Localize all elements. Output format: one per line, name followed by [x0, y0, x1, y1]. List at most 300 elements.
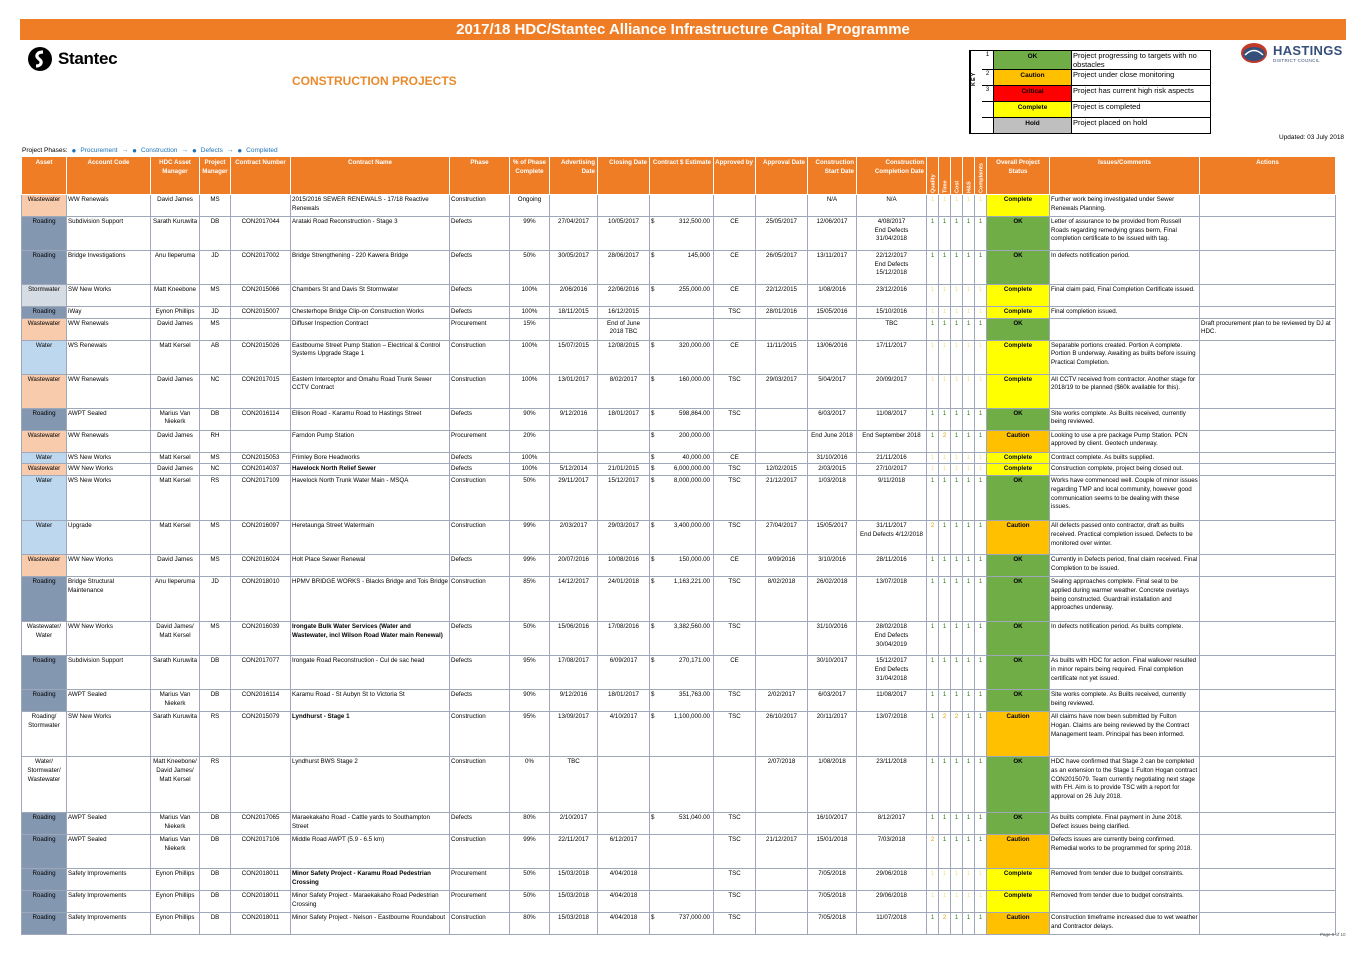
rating-cell: 1 — [963, 340, 975, 374]
status-cell: Complete — [987, 464, 1050, 476]
rating-cell: 1 — [939, 408, 951, 430]
start-date-cell: 15/05/2017 — [808, 521, 857, 555]
rating-cell: 1 — [939, 622, 951, 656]
advertising-date-cell: 14/12/2017 — [550, 577, 598, 622]
actions-cell — [1200, 757, 1336, 813]
percent-complete-cell: 50% — [510, 869, 550, 891]
closing-date-cell: 6/09/2017 — [598, 656, 650, 690]
rating-cell: 1 — [939, 251, 951, 285]
issues-cell: As builts with HDC for action. Final walkover resulted in minor repairs being required. Final completion certificate not yet issued. — [1050, 656, 1200, 690]
closing-date-cell: 4/04/2018 — [598, 891, 650, 913]
table-row — [22, 408, 1336, 430]
approval-date-cell — [756, 195, 808, 217]
approval-date-cell: 25/05/2017 — [756, 217, 808, 251]
completion-date-cell: 21/11/2016 — [857, 452, 927, 464]
rating-cell: 1 — [927, 285, 939, 307]
contract-number-cell: CON2016024 — [231, 555, 291, 577]
key-status: Critical — [994, 86, 1072, 101]
table-row — [22, 622, 1336, 656]
estimate-value: 255,000.00 — [679, 286, 710, 293]
asset-manager-cell: Sarath Kuruwita — [151, 217, 200, 251]
contract-name-cell: Irongate Bulk Water Services (Water and Wastewater, incl Wilson Road Water main Renewal) — [291, 622, 450, 656]
approval-date-cell: 21/12/2017 — [756, 476, 808, 521]
estimate-cell — [650, 813, 714, 835]
account-code-cell: Upgrade — [67, 521, 151, 555]
advertising-date-cell: 15/03/2018 — [550, 891, 598, 913]
currency-symbol: $ — [651, 453, 655, 461]
issues-cell: Removed from tender due to budget constraints. — [1050, 891, 1200, 913]
phase-cell: Construction — [450, 835, 510, 869]
account-code-cell: Subdivision Support — [67, 656, 151, 690]
estimate-value: 150,000.00 — [679, 556, 710, 564]
start-date-cell: 3/10/2016 — [808, 555, 857, 577]
column-header: Phase — [450, 157, 510, 195]
key-row — [982, 51, 1210, 70]
contract-name-cell: Arataki Road Reconstruction - Stage 3 — [291, 217, 450, 251]
estimate-cell — [650, 476, 714, 521]
rating-cell: 1 — [975, 757, 987, 813]
project-manager-cell: DB — [200, 869, 231, 891]
contract-name-cell: Irongate Road Reconstruction - Cul de sac head — [291, 656, 450, 690]
status-cell: Complete — [987, 869, 1050, 891]
rating-cell: 1 — [975, 452, 987, 464]
table-row — [22, 476, 1336, 521]
rating-cell: 1 — [963, 476, 975, 521]
rating-cell: 1 — [951, 251, 963, 285]
rating-cell: 1 — [963, 464, 975, 476]
rating-cell: 1 — [927, 318, 939, 340]
rating-cell: 1 — [963, 374, 975, 408]
contract-name-cell: Minor Safety Project - Nelson - Eastbourne Roundabout — [291, 913, 450, 935]
rating-cell: 1 — [939, 555, 951, 577]
percent-complete-cell: 20% — [510, 430, 550, 452]
contract-number-cell: CON2016039 — [231, 622, 291, 656]
issues-cell — [1050, 318, 1200, 340]
advertising-date-cell: 15/06/2016 — [550, 622, 598, 656]
rating-cell: 1 — [951, 318, 963, 340]
rating-cell: 1 — [975, 577, 987, 622]
contract-number-cell: CON2015053 — [231, 452, 291, 464]
currency-symbol: $ — [651, 286, 655, 293]
phase-cell: Procurement — [450, 869, 510, 891]
phase-cell: Defects — [450, 622, 510, 656]
contract-number-cell: CON2014037 — [231, 464, 291, 476]
stantec-logo — [27, 46, 117, 72]
rating-cell: 1 — [939, 835, 951, 869]
currency-symbol: $ — [651, 914, 655, 922]
asset-manager-cell: Anu Ileperuma — [151, 577, 200, 622]
issues-cell: Site works complete. As Builts received, currently being reviewed. — [1050, 690, 1200, 712]
account-code-cell: Safety Improvements — [67, 869, 151, 891]
project-phases-legend — [22, 146, 278, 155]
approved-by-cell: TSC — [714, 622, 756, 656]
currency-symbol: $ — [651, 691, 655, 699]
rating-cell: 1 — [975, 318, 987, 340]
approved-by-cell: TSC — [714, 913, 756, 935]
rating-cell: 1 — [927, 251, 939, 285]
closing-date-cell: 6/12/2017 — [598, 835, 650, 869]
percent-complete-cell: 80% — [510, 813, 550, 835]
key-description: Project progressing to targets with no obstacles — [1073, 51, 1197, 69]
start-date-cell: 7/05/2018 — [808, 891, 857, 913]
issues-cell: Site works complete. As Builts received, currently being reviewed. — [1050, 408, 1200, 430]
contract-name-cell: Diffuser Inspection Contract — [291, 318, 450, 340]
actions-cell — [1200, 913, 1336, 935]
estimate-value: 1,100,000.00 — [673, 713, 710, 721]
project-manager-cell: RS — [200, 712, 231, 757]
rating-cell: 1 — [963, 521, 975, 555]
approval-date-cell: 21/12/2017 — [756, 835, 808, 869]
rating-cell: 1 — [939, 690, 951, 712]
actions-cell — [1200, 869, 1336, 891]
account-code-cell: WW Renewals — [67, 195, 151, 217]
status-cell: OK — [987, 408, 1050, 430]
asset-manager-cell: Eynon Phillips — [151, 869, 200, 891]
rating-cell: 1 — [939, 813, 951, 835]
advertising-date-cell: 20/07/2016 — [550, 555, 598, 577]
rating-cell: 1 — [927, 913, 939, 935]
status-cell: Caution — [987, 430, 1050, 452]
completion-date-cell: 13/07/2018 — [857, 577, 927, 622]
rating-cell: 1 — [939, 869, 951, 891]
estimate-cell — [650, 622, 714, 656]
asset-manager-cell: Eynon Phillips — [151, 891, 200, 913]
approval-date-cell — [756, 452, 808, 464]
phase-cell: Construction — [450, 340, 510, 374]
project-manager-cell: JD — [200, 577, 231, 622]
account-code-cell: iWay — [67, 307, 151, 319]
currency-symbol: $ — [651, 477, 655, 485]
contract-name-cell: Frimley Bore Headworks — [291, 452, 450, 464]
actions-cell — [1200, 622, 1336, 656]
estimate-cell — [650, 307, 714, 319]
rating-cell: 1 — [963, 430, 975, 452]
column-header: Issues/Comments — [1050, 157, 1200, 195]
column-header: HDC Asset Manager — [151, 157, 200, 195]
issues-cell: Defects issues are currently being confirmed. Remedial works to be programmed for spring 2018. — [1050, 835, 1200, 869]
closing-date-cell: 22/06/2016 — [598, 285, 650, 307]
account-code-cell: Safety Improvements — [67, 913, 151, 935]
start-date-cell — [808, 318, 857, 340]
rating-cell: 1 — [951, 869, 963, 891]
phase-cell: Defects — [450, 217, 510, 251]
percent-complete-cell: 100% — [510, 464, 550, 476]
percent-complete-cell: 15% — [510, 318, 550, 340]
account-code-cell: Bridge Investigations — [67, 251, 151, 285]
column-header: H&S — [963, 157, 975, 195]
advertising-date-cell: TBC — [550, 757, 598, 813]
completion-date-cell: 11/08/2017 — [857, 408, 927, 430]
contract-number-cell: CON2015007 — [231, 307, 291, 319]
completion-date-cell: 15/10/2016 — [857, 307, 927, 319]
rating-cell: 1 — [975, 340, 987, 374]
closing-date-cell — [598, 813, 650, 835]
closing-date-cell — [598, 757, 650, 813]
estimate-value: 145,000 — [687, 252, 710, 259]
rating-cell: 1 — [975, 251, 987, 285]
key-rating-number — [982, 118, 994, 133]
approved-by-cell: TSC — [714, 813, 756, 835]
approval-date-cell: 8/02/2018 — [756, 577, 808, 622]
start-date-cell: 26/02/2018 — [808, 577, 857, 622]
phase-defects: Defects — [200, 147, 223, 154]
phase-dot-icon: ● — [237, 146, 243, 155]
rating-cell: 1 — [939, 340, 951, 374]
asset-manager-cell: David James/ Matt Kersel — [151, 622, 200, 656]
status-cell: OK — [987, 690, 1050, 712]
phase-cell: Defects — [450, 656, 510, 690]
project-manager-cell: AB — [200, 340, 231, 374]
phase-construction: Construction — [140, 147, 178, 154]
actions-cell — [1200, 577, 1336, 622]
rating-cell: 1 — [951, 690, 963, 712]
rating-cell: 1 — [963, 408, 975, 430]
rating-cell: 1 — [975, 835, 987, 869]
currency-symbol: $ — [651, 657, 655, 665]
rating-cell: 1 — [927, 891, 939, 913]
phase-cell: Construction — [450, 521, 510, 555]
actions-cell — [1200, 430, 1336, 452]
completion-date-cell: 17/11/2017 — [857, 340, 927, 374]
column-header: Contract Number — [231, 157, 291, 195]
project-manager-cell: JD — [200, 251, 231, 285]
table-row — [22, 835, 1336, 869]
account-code-cell: Bridge Structural Maintenance — [67, 577, 151, 622]
contract-number-cell: CON2017106 — [231, 835, 291, 869]
approval-date-cell — [756, 408, 808, 430]
estimate-value: 40,000.00 — [682, 453, 710, 461]
rating-cell: 1 — [951, 195, 963, 217]
asset-manager-cell: Marius Van Niekerk — [151, 835, 200, 869]
estimate-cell — [650, 869, 714, 891]
asset-cell: Roading/ Stormwater — [22, 712, 67, 757]
closing-date-cell: 4/04/2018 — [598, 913, 650, 935]
closing-date-cell: 24/01/2018 — [598, 577, 650, 622]
actions-cell — [1200, 835, 1336, 869]
rating-cell: 2 — [951, 712, 963, 757]
estimate-value: 737,000.00 — [679, 914, 710, 922]
percent-complete-cell: 80% — [510, 913, 550, 935]
asset-cell: Roading — [22, 690, 67, 712]
approved-by-cell: TSC — [714, 307, 756, 319]
status-cell: OK — [987, 757, 1050, 813]
approved-by-cell: CE — [714, 251, 756, 285]
asset-manager-cell: Marius Van Niekerk — [151, 813, 200, 835]
arrow-right-icon: → — [121, 147, 129, 154]
project-manager-cell: NC — [200, 464, 231, 476]
advertising-date-cell — [550, 430, 598, 452]
percent-complete-cell: 50% — [510, 622, 550, 656]
phase-dot-icon: ● — [71, 146, 77, 155]
status-cell: Complete — [987, 452, 1050, 464]
column-header: Complaints — [975, 157, 987, 195]
issues-cell: HDC have confirmed that Stage 2 can be completed as an extension to the Stage 1 Fulton Hogan contract CON2015079. Team currently negotiating next stage with FH. Aim is to provide TSC with a report for approval on 26 July 2018. — [1050, 757, 1200, 813]
key-status: Complete — [994, 102, 1072, 117]
currency-symbol: $ — [651, 341, 655, 349]
rating-cell: 2 — [939, 913, 951, 935]
closing-date-cell: End of June 2018 TBC — [598, 318, 650, 340]
asset-manager-cell: Sarath Kuruwita — [151, 656, 200, 690]
asset-cell: Wastewater/ Water — [22, 622, 67, 656]
completion-date-cell: 28/11/2016 — [857, 555, 927, 577]
estimate-cell — [650, 452, 714, 464]
project-manager-cell: JD — [200, 307, 231, 319]
rating-cell: 1 — [939, 374, 951, 408]
rating-cell: 1 — [927, 577, 939, 622]
key-row — [982, 102, 1210, 118]
closing-date-cell: 8/02/2017 — [598, 374, 650, 408]
issues-cell: Final claim paid, Final Completion Certificate issued. — [1050, 285, 1200, 307]
start-date-cell: N/A — [808, 195, 857, 217]
status-cell: Caution — [987, 712, 1050, 757]
completion-date-cell: 31/11/2017 End Defects 4/12/2018 — [857, 521, 927, 555]
rating-cell: 1 — [951, 577, 963, 622]
rating-cell: 1 — [963, 285, 975, 307]
approval-date-cell: 28/01/2016 — [756, 307, 808, 319]
completion-date-cell: 22/12/2017 End Defects 15/12/2018 — [857, 251, 927, 285]
approval-date-cell: 2/02/2017 — [756, 690, 808, 712]
rating-cell: 1 — [975, 430, 987, 452]
actions-cell — [1200, 712, 1336, 757]
contract-name-cell: Karamu Road - St Aubyn St to Victoria St — [291, 690, 450, 712]
account-code-cell: AWPT Sealed — [67, 408, 151, 430]
closing-date-cell: 15/12/2017 — [598, 476, 650, 521]
rating-cell: 2 — [939, 712, 951, 757]
rating-cell: 1 — [975, 374, 987, 408]
rating-cell: 1 — [975, 285, 987, 307]
rating-cell: 1 — [975, 891, 987, 913]
start-date-cell: 15/01/2018 — [808, 835, 857, 869]
percent-complete-cell: 95% — [510, 656, 550, 690]
rating-cell: 1 — [951, 891, 963, 913]
asset-cell: Roading — [22, 913, 67, 935]
start-date-cell: 12/06/2017 — [808, 217, 857, 251]
column-header: Actions — [1200, 157, 1336, 195]
estimate-cell — [650, 285, 714, 307]
estimate-cell — [650, 464, 714, 476]
estimate-value: 1,163,221.00 — [673, 578, 710, 586]
arrow-right-icon: → — [226, 147, 234, 154]
column-header: Project Manager — [200, 157, 231, 195]
rating-cell: 1 — [939, 217, 951, 251]
rating-cell: 1 — [951, 430, 963, 452]
advertising-date-cell: 22/11/2017 — [550, 835, 598, 869]
contract-name-cell: Heretaunga Street Watermain — [291, 521, 450, 555]
approval-date-cell — [756, 430, 808, 452]
closing-date-cell: 21/01/2015 — [598, 464, 650, 476]
column-header: % of Phase Complete — [510, 157, 550, 195]
asset-manager-cell: David James — [151, 195, 200, 217]
closing-date-cell: 4/10/2017 — [598, 712, 650, 757]
issues-cell: All defects passed onto contractor, draft as builts received. Practical completion issued. Defects to be monitored over winter. — [1050, 521, 1200, 555]
start-date-cell: 16/10/2017 — [808, 813, 857, 835]
projects-table — [21, 156, 1336, 935]
key-description: Project placed on hold — [1073, 118, 1148, 127]
approved-by-cell — [714, 195, 756, 217]
account-code-cell: WW Renewals — [67, 374, 151, 408]
issues-cell: Contract complete. As builts supplied. — [1050, 452, 1200, 464]
estimate-cell — [650, 217, 714, 251]
actions-cell — [1200, 452, 1336, 464]
rating-cell: 1 — [951, 555, 963, 577]
estimate-value: 8,000,000.00 — [673, 477, 710, 485]
asset-cell: Roading — [22, 577, 67, 622]
rating-cell: 1 — [927, 555, 939, 577]
contract-number-cell: CON2016114 — [231, 690, 291, 712]
issues-cell: In defects notification period. — [1050, 251, 1200, 285]
advertising-date-cell: 9/12/2016 — [550, 408, 598, 430]
start-date-cell: 30/10/2017 — [808, 656, 857, 690]
rating-cell: 1 — [963, 813, 975, 835]
actions-cell — [1200, 555, 1336, 577]
actions-cell — [1200, 340, 1336, 374]
page-banner: 2017/18 HDC/Stantec Alliance Infrastructure Capital Programme — [20, 19, 1346, 40]
issues-cell: Sealing approaches complete. Final seal to be applied during warmer weather. Concrete overlays being constructed. Guardrail installation and approaches underway. — [1050, 577, 1200, 622]
advertising-date-cell: 13/09/2017 — [550, 712, 598, 757]
asset-cell: Roading — [22, 307, 67, 319]
status-cell: OK — [987, 622, 1050, 656]
rating-cell: 1 — [939, 476, 951, 521]
rating-cell: 1 — [951, 521, 963, 555]
table-row — [22, 217, 1336, 251]
account-code-cell: AWPT Sealed — [67, 690, 151, 712]
completion-date-cell: 4/08/2017 End Defects 31/04/2018 — [857, 217, 927, 251]
actions-cell — [1200, 195, 1336, 217]
asset-manager-cell: Matt Kneebone — [151, 285, 200, 307]
status-cell: Complete — [987, 307, 1050, 319]
table-row — [22, 690, 1336, 712]
advertising-date-cell: 15/03/2018 — [550, 913, 598, 935]
account-code-cell: WW Renewals — [67, 430, 151, 452]
actions-cell — [1200, 476, 1336, 521]
estimate-cell — [650, 430, 714, 452]
estimate-value: 3,382,560.00 — [673, 623, 710, 631]
asset-cell: Water — [22, 476, 67, 521]
approved-by-cell: TSC — [714, 891, 756, 913]
completion-date-cell: 7/03/2018 — [857, 835, 927, 869]
table-row — [22, 307, 1336, 319]
table-row — [22, 656, 1336, 690]
table-row — [22, 318, 1336, 340]
completion-date-cell: End September 2018 — [857, 430, 927, 452]
start-date-cell: 7/05/2018 — [808, 869, 857, 891]
status-cell: OK — [987, 476, 1050, 521]
rating-cell: 2 — [939, 430, 951, 452]
account-code-cell: SW New Works — [67, 285, 151, 307]
closing-date-cell: 10/08/2016 — [598, 555, 650, 577]
project-manager-cell: RS — [200, 757, 231, 813]
contract-number-cell: CON2017065 — [231, 813, 291, 835]
advertising-date-cell: 9/12/2016 — [550, 690, 598, 712]
phase-cell: Construction — [450, 374, 510, 408]
asset-cell: Wastewater — [22, 195, 67, 217]
percent-complete-cell: Ongoing — [510, 195, 550, 217]
account-code-cell — [67, 757, 151, 813]
approval-date-cell: 12/02/2015 — [756, 464, 808, 476]
contract-name-cell: Holt Place Sewer Renewal — [291, 555, 450, 577]
closing-date-cell — [598, 195, 650, 217]
rating-cell: 1 — [951, 452, 963, 464]
table-row — [22, 869, 1336, 891]
advertising-date-cell: 2/06/2016 — [550, 285, 598, 307]
estimate-value: 3,400,000.00 — [673, 522, 710, 530]
asset-manager-cell: Marius Van Niekerk — [151, 408, 200, 430]
closing-date-cell — [598, 452, 650, 464]
percent-complete-cell: 100% — [510, 340, 550, 374]
issues-cell: Construction complete, project being closed out. — [1050, 464, 1200, 476]
rating-cell: 1 — [951, 913, 963, 935]
account-code-cell: WS Renewals — [67, 340, 151, 374]
